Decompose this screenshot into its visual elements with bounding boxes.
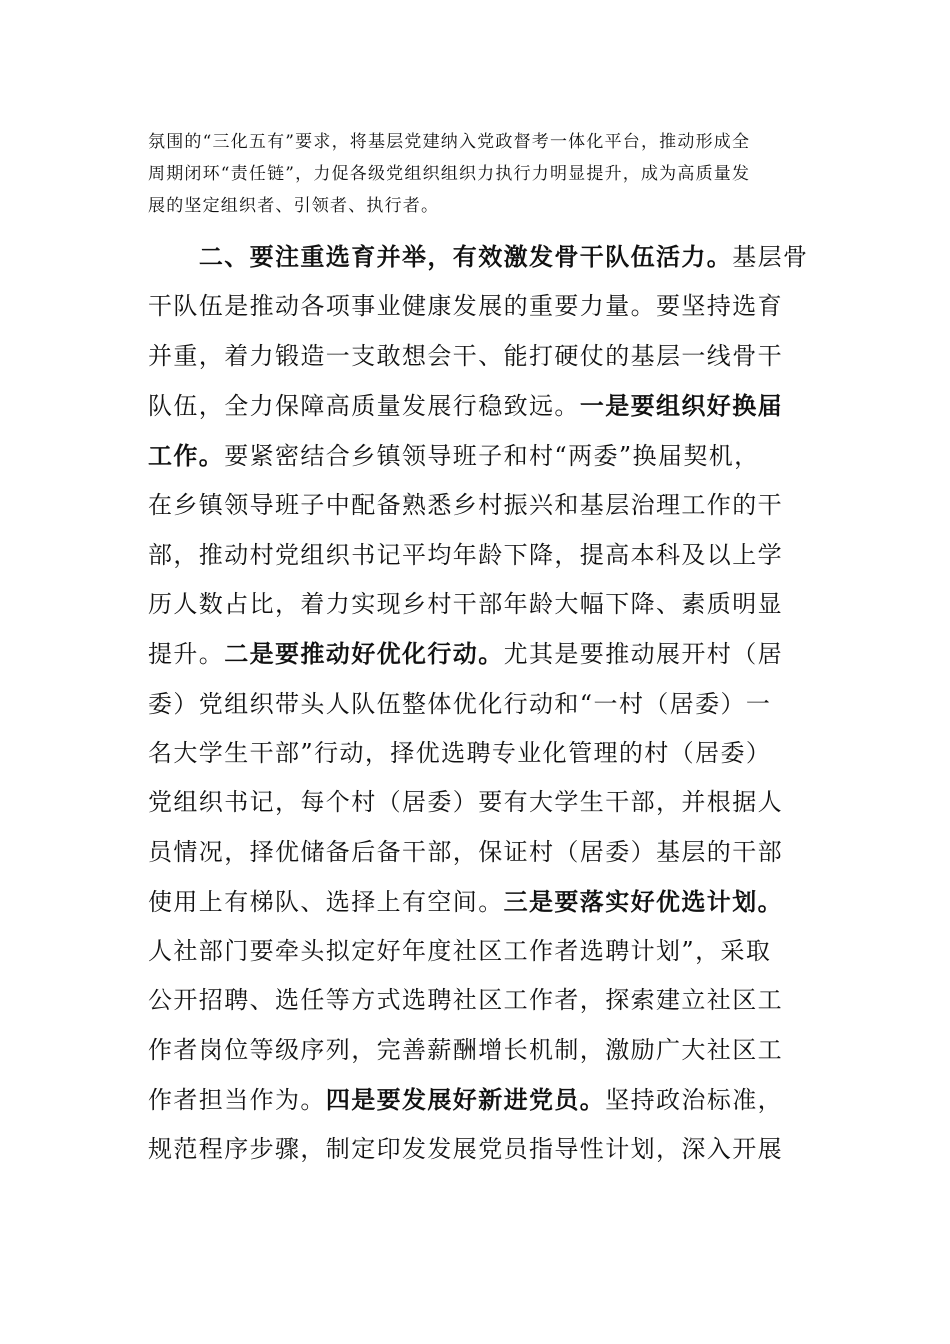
text-line: 作者岗位等级序列，完善薪酬增长机制，激励广大社区工: [148, 1035, 783, 1064]
text-line: 人社部门要牵头拟定好年度社区工作者选聘计划”，采取: [148, 937, 772, 966]
text-run: 使用上有梯队、选择上有空间。: [148, 887, 504, 916]
text-run: 提升。: [148, 640, 225, 669]
text-line: [148, 629, 808, 679]
text-line: 委）党组织带头人队伍整体优化行动和“一村（居委）一: [148, 689, 772, 718]
text-run: 队伍，全力保障高质量发展行稳致远。: [148, 391, 580, 420]
text-run: 基层骨: [732, 243, 809, 271]
top-paragraph: [148, 126, 808, 222]
text-line: 名大学生干部”行动，择优选聘专业化管理的村（居委）: [148, 738, 772, 767]
bold-subheading: 一是要组织好换届: [579, 390, 784, 420]
bold-subheading: 二是要推动好优化行动。: [224, 639, 504, 669]
text-line: 部，推动村党组织书记平均年龄下降，提高本科及以上学: [148, 540, 783, 569]
text-run: 要紧密结合乡镇领导班子和村“两委”换届契机，: [224, 442, 760, 471]
text-line: 展的坚定组织者、引领者、执行者。: [148, 196, 440, 216]
text-line: 历人数占比，着力实现乡村干部年龄大幅下降、素质明显: [148, 590, 783, 619]
text-run: 作者担当作为。: [148, 1086, 326, 1115]
text-line: 氛围的“三化五有”要求，将基层党建纳入党政督考一体化平台，推动形成全: [148, 132, 751, 152]
text-line: [148, 431, 808, 481]
text-line: 党组织书记，每个村（居委）要有大学生干部，并根据人: [148, 788, 783, 817]
text-line: 规范程序步骤，制定印发发展党员指导性计划，深入开展: [148, 1135, 783, 1164]
text-line: 干队伍是推动各项事业健康发展的重要力量。要坚持选育: [148, 292, 783, 321]
text-line: [148, 232, 808, 282]
bold-subheading: 四是要发展好新进党员。: [325, 1085, 606, 1115]
text-line: [148, 381, 808, 431]
main-paragraph: [148, 232, 808, 1175]
text-line: 员情况，择优储备后备干部，保证村（居委）基层的干部: [148, 837, 783, 866]
text-line: 周期闭环“责任链”，力促各级党组织组织力执行力明显提升，成为高质量发: [148, 164, 751, 184]
text-run: 尤其是要推动展开村（居: [503, 640, 784, 669]
text-run: 坚持政治标准，: [605, 1086, 784, 1115]
text-line: 公开招聘、选任等方式选聘社区工作者，探索建立社区工: [148, 986, 783, 1015]
text-line: 并重，着力锻造一支敢想会干、能打硬仗的基层一线骨干: [148, 341, 783, 370]
bold-subheading: 三是要落实好优选计划。: [503, 886, 784, 916]
bold-subheading: 工作。: [148, 441, 225, 471]
text-line: 在乡镇领导班子中配备熟悉乡村振兴和基层治理工作的干: [148, 491, 783, 520]
text-line: [148, 877, 808, 927]
section-heading: 二、要注重选育并举，有效激发骨干队伍活力。: [198, 242, 733, 271]
text-line: [148, 1075, 808, 1125]
